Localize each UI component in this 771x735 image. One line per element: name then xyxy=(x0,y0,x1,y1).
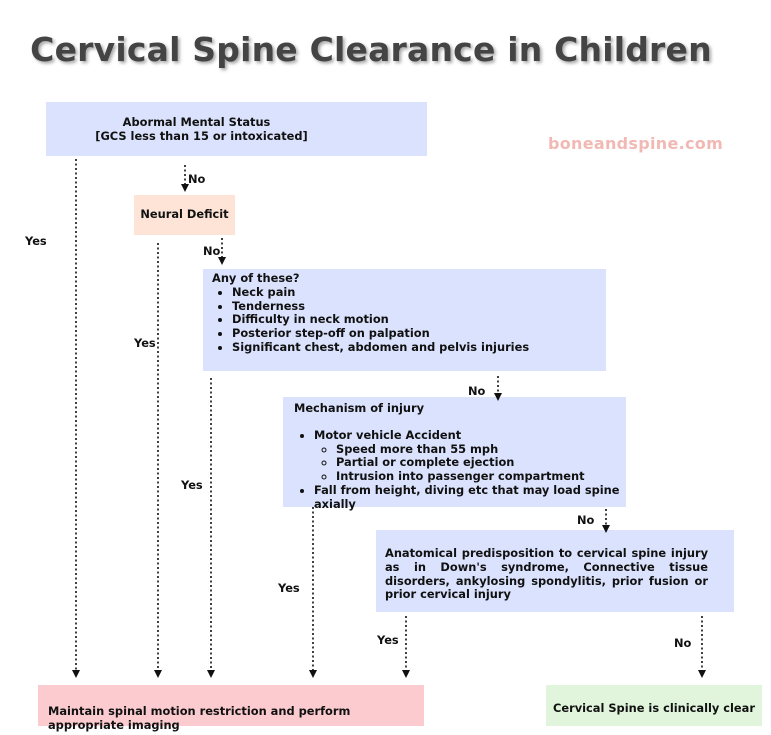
mechanism-heading: Mechanism of injury xyxy=(294,401,425,415)
any-of-these-heading: Any of these? xyxy=(212,271,300,285)
list-item: ◦ Speed more than 55 mph xyxy=(336,443,626,457)
label-no-any: No xyxy=(468,384,486,398)
label-yes-mental: Yes xyxy=(25,234,47,248)
label-yes-mechanism: Yes xyxy=(278,581,300,595)
label-yes-neural: Yes xyxy=(134,336,156,350)
mental-status-line1: Abormal Mental Status xyxy=(122,115,271,129)
clear-text: Cervical Spine is clinically clear xyxy=(553,701,755,715)
mental-status-line2: [GCS less than 15 or intoxicated] xyxy=(95,128,308,143)
watermark: boneandspine.com xyxy=(548,134,724,153)
label-no-mental: No xyxy=(188,172,206,186)
mechanism-item-mva: Motor vehicle Accident xyxy=(314,427,462,442)
anatomical-text: Anatomical predisposition to cervical spine injury as in Down's syndrome, Connective tissue disorders, ankylosing spondylitis, prior fusion or prior cervical injury xyxy=(385,546,708,602)
page-title: Cervical Spine Clearance in Children xyxy=(30,30,712,69)
list-item: ◦ Intrusion into passenger compartment xyxy=(336,470,626,484)
list-item: • Significant chest, abdomen and pelvis injuries xyxy=(232,341,606,355)
list-item: • Neck pain xyxy=(232,286,606,300)
label-yes-any: Yes xyxy=(181,478,203,492)
list-item: • Posterior step-off on palpation xyxy=(232,327,606,341)
neural-deficit-text: Neural Deficit xyxy=(140,207,229,221)
label-no-anatomical: No xyxy=(674,636,692,650)
list-item: ◦ Partial or complete ejection xyxy=(336,456,626,470)
list-item: • Fall from height, diving etc that may load spine axially xyxy=(314,484,626,512)
label-no-mechanism: No xyxy=(577,513,595,527)
label-no-neural: No xyxy=(203,244,221,258)
list-item: • Difficulty in neck motion xyxy=(232,313,606,327)
label-yes-anatomical: Yes xyxy=(377,633,399,647)
maintain-text: Maintain spinal motion restriction and perform appropriate imaging xyxy=(48,704,351,732)
list-item: • Tenderness xyxy=(232,300,606,314)
